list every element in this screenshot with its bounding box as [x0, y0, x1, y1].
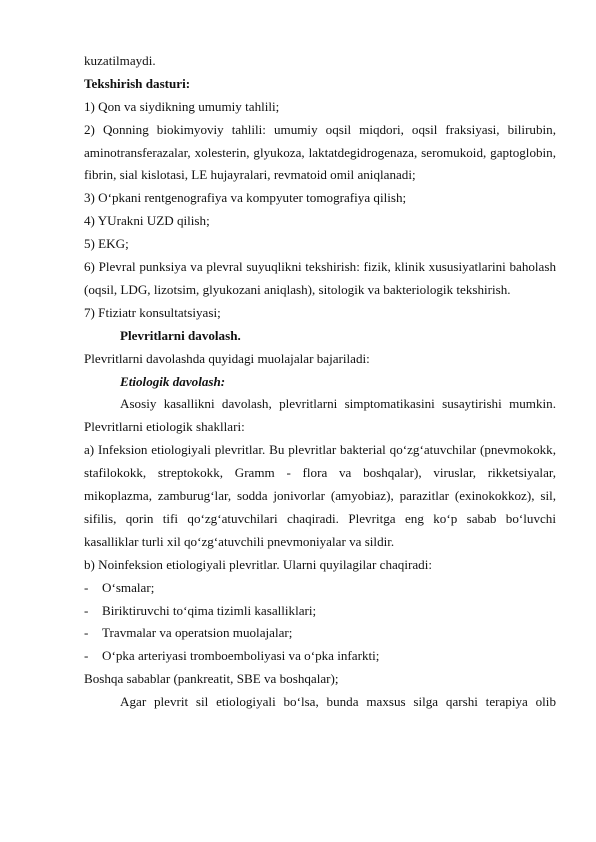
text-line: kuzatilmaydi. [84, 53, 156, 68]
document-page [84, 50, 556, 714]
bullet-text: Biriktiruvchi to‘qima tizimli kasalliklari; [102, 602, 317, 618]
list-item: 1) Qon va siydikning umumiy tahlili; [84, 98, 280, 114]
bullet-text: O‘pka arteriyasi tromboemboliyasi va o‘pka infarkti; [102, 648, 380, 664]
bullet-list-item [84, 577, 556, 600]
list-item: 3) O‘pkani rentgenografiya va kompyuter tomografiya qilish; [84, 190, 407, 206]
list-item: 4) YUrakni UZD qilish; [84, 213, 210, 229]
list-item: 5) EKG; [84, 236, 129, 252]
bullet-list-item [84, 645, 556, 668]
section-heading: Plevritlarni davolash. [120, 327, 241, 343]
list-item: 2) Qonning biokimyoviy tahlili: umumiy oqsil miqdori, oqsil fraksiyasi, bilirubin, aminotransferazalar, xolesterin, glyukoza, laktatdegidrogenaza, seromukoid, gaptoglobin, fibrin, sial kislotasi, LE hujayralari, revmatoid omil aniqlanadi; [84, 121, 556, 183]
paragraph: b) Noinfeksion etiologiyali plevritlar. Ularni quyilagilar chaqiradi: [84, 556, 432, 572]
paragraph: a) Infeksion etiologiyali plevritlar. Bu plevritlar bakterial qo‘zg‘atuvchilar (pnevmokokk, stafilokokk, streptokokk, Gramm - flora va boshqalar), viruslar, rikketsiyalar, mikoplazma, zamburug‘lar, sodda jonivorlar (amyobiaz), parazitlar (exinokokkoz), sil, sifilis, qorin tifi qo‘zg‘atuvchilari chaqiradi. Plevritga eng ko‘p sabab bo‘luvchi kasalliklar turli xil qo‘zg‘atuvchili pnevmoniyalar va sildir. [84, 442, 556, 549]
dash-marker: - [84, 625, 89, 641]
paragraph: Plevritlarni davolashda quyidagi muolajalar bajariladi: [84, 350, 370, 366]
paragraph: Agar plevrit sil etiologiyali bo‘lsa, bunda maxsus silga qarshi terapiya olib [120, 694, 556, 710]
list-item: 7) Ftiziatr konsultatsiyasi; [84, 304, 221, 320]
paragraph: Asosiy kasallikni davolash, plevritlarni simptomatikasini susaytirishi mumkin. Plevritlarni etiologik shakllari: [84, 396, 556, 435]
section-heading: Tekshirish dasturi: [84, 75, 191, 91]
dash-marker: - [84, 648, 89, 664]
bullet-list-item [84, 622, 556, 645]
bullet-list-item [84, 600, 556, 623]
paragraph: Boshqa sabablar (pankreatit, SBE va boshqalar); [84, 671, 339, 687]
bullet-text: O‘smalar; [102, 579, 155, 595]
dash-marker: - [84, 579, 89, 595]
dash-marker: - [84, 602, 89, 618]
bullet-text: Travmalar va operatsion muolajalar; [102, 625, 293, 641]
list-item: 6) Plevral punksiya va plevral suyuqlikni tekshirish: fizik, klinik xususiyatlarini baholash (oqsil, LDG, lizotsim, glyukozani aniqlash), sitologik va bakteriologik tekshirish. [84, 259, 556, 297]
subsection-heading: Etiologik davolash: [120, 373, 226, 389]
